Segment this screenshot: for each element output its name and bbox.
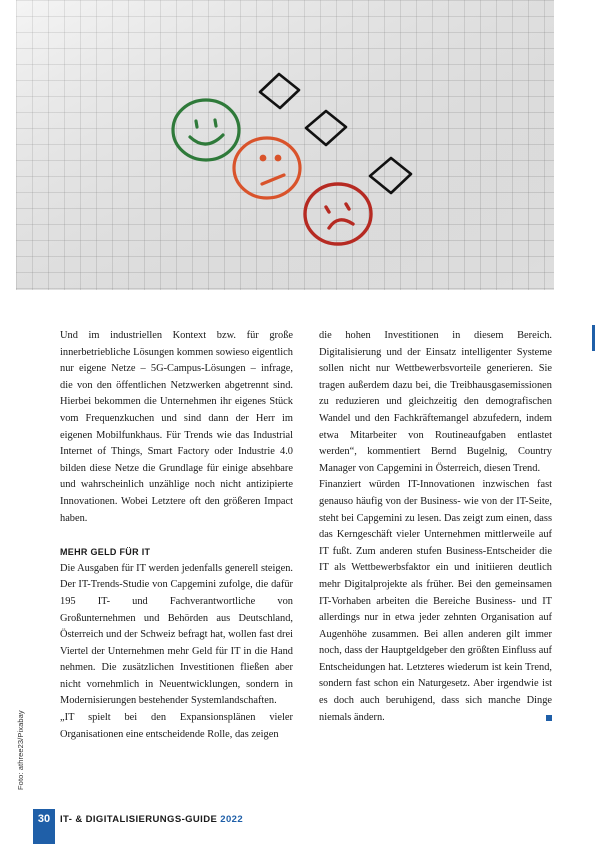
paragraph: [319, 477, 552, 726]
photo-credit: Foto: athree23/Pixabay: [16, 710, 25, 790]
section-heading: MEHR GELD FÜR IT: [60, 547, 151, 558]
paragraph: die hohen Investitionen in diesem Bereich. Digitalisierung und der Einsatz intelligenter Systeme sollen nicht nur Wettbewerbsvorteile generieren. Sie tragen außerdem dazu bei, die Treibhausgasemissionen zu reduzieren und gleichzeitig den demografischen Wandel und den Fachkräftemangel abzufedern, indem etwa Mitarbeiter von Routineaufgaben entlastet werden“, kommentiert Bernd Bugelnig, Country Manager von Capgemini in Österreich, diesen Trend.: [319, 330, 552, 474]
publication-name: IT- & DIGITALISIERUNGS-GUIDE: [60, 814, 218, 825]
paragraph: Die Ausgaben für IT werden jedenfalls generell steigen. Der IT-Trends-Studie von Capgemini zufolge, die dafür 195 IT- und Fachverantwortliche von Großunternehmen und Behörden aus Deutschland, Österreich und der Schweiz befragt hat, wollen fast drei Viertel der Unternehmen mehr Geld für IT in die Hand nehmen. Die zusätzlichen Investitionen fließen aber nicht vornehmlich in Neuentwicklungen, sondern in Modernisierungen bestehender Systemlandschaften.: [60, 562, 293, 707]
paragraph: Und im industriellen Kontext bzw. für große innerbetriebliche Lösungen kommen sowieso eigentlich nur eigene Netze – 5G-Campus-Lösungen – infrage, die von den öffentlichen Netzwerken abgetrennt sind. Hierbei bekommen die Unternehmen ihr eigenes Stück vom Frequenzkuchen und sind dann der Herr im eigenen Mobilfunkhaus. Für Trends wie das Industrial Internet of Things, Smart Factory oder Industrie 4.0 bilden diese Netze die Grundlage für einige absehbare und wahrscheinlich unzählige noch nicht antizipierte Innovationen. Wobei Letztere oft den größeren Impact haben.: [60, 330, 293, 524]
header-photo: [16, 0, 554, 290]
publication-year: 2022: [220, 814, 244, 825]
page-number: 30: [37, 813, 51, 825]
publication-title: [60, 814, 243, 825]
paragraph: „IT spielt bei den Expansionsplänen vieler Organisationen eine entscheidende Rolle, das zeigen: [60, 712, 293, 740]
end-of-article-icon: [546, 715, 552, 721]
smiley-illustration: [16, 0, 554, 290]
right-column: [319, 328, 552, 726]
left-column: [60, 328, 293, 743]
paragraph-text: Finanziert würden IT-Innovationen inzwischen fast genauso häufig von der Business- wie von der IT-Seite, steht bei Capgemini zu lesen. Das zeigt zum einen, dass das Kerngeschäft vieler Unternehmen mittlerweile auf IT fußt. Zum anderen stufen Business-Entscheider die IT als Wettbewerbsfaktor ein und initiieren deutlich mehr Digitalprojekte als früher. Bei den gemeinsamen IT-Vorhaben arbeiten die Bereiche Business- und IT allerdings nur in etwa jeder zehnten Organisation auf Augenhöhe zusammen. Bei allen anderen gilt immer noch, dass der Hauptgeldgeber den größten Einfluss auf Entscheidungen hat. Letzteres wiederum ist kein Trend, sondern fast schon ein Naturgesetz. Aber irgendwie ist es doch auch beruhigend, dass sich manche Dinge niemals ändern.: [319, 479, 552, 723]
